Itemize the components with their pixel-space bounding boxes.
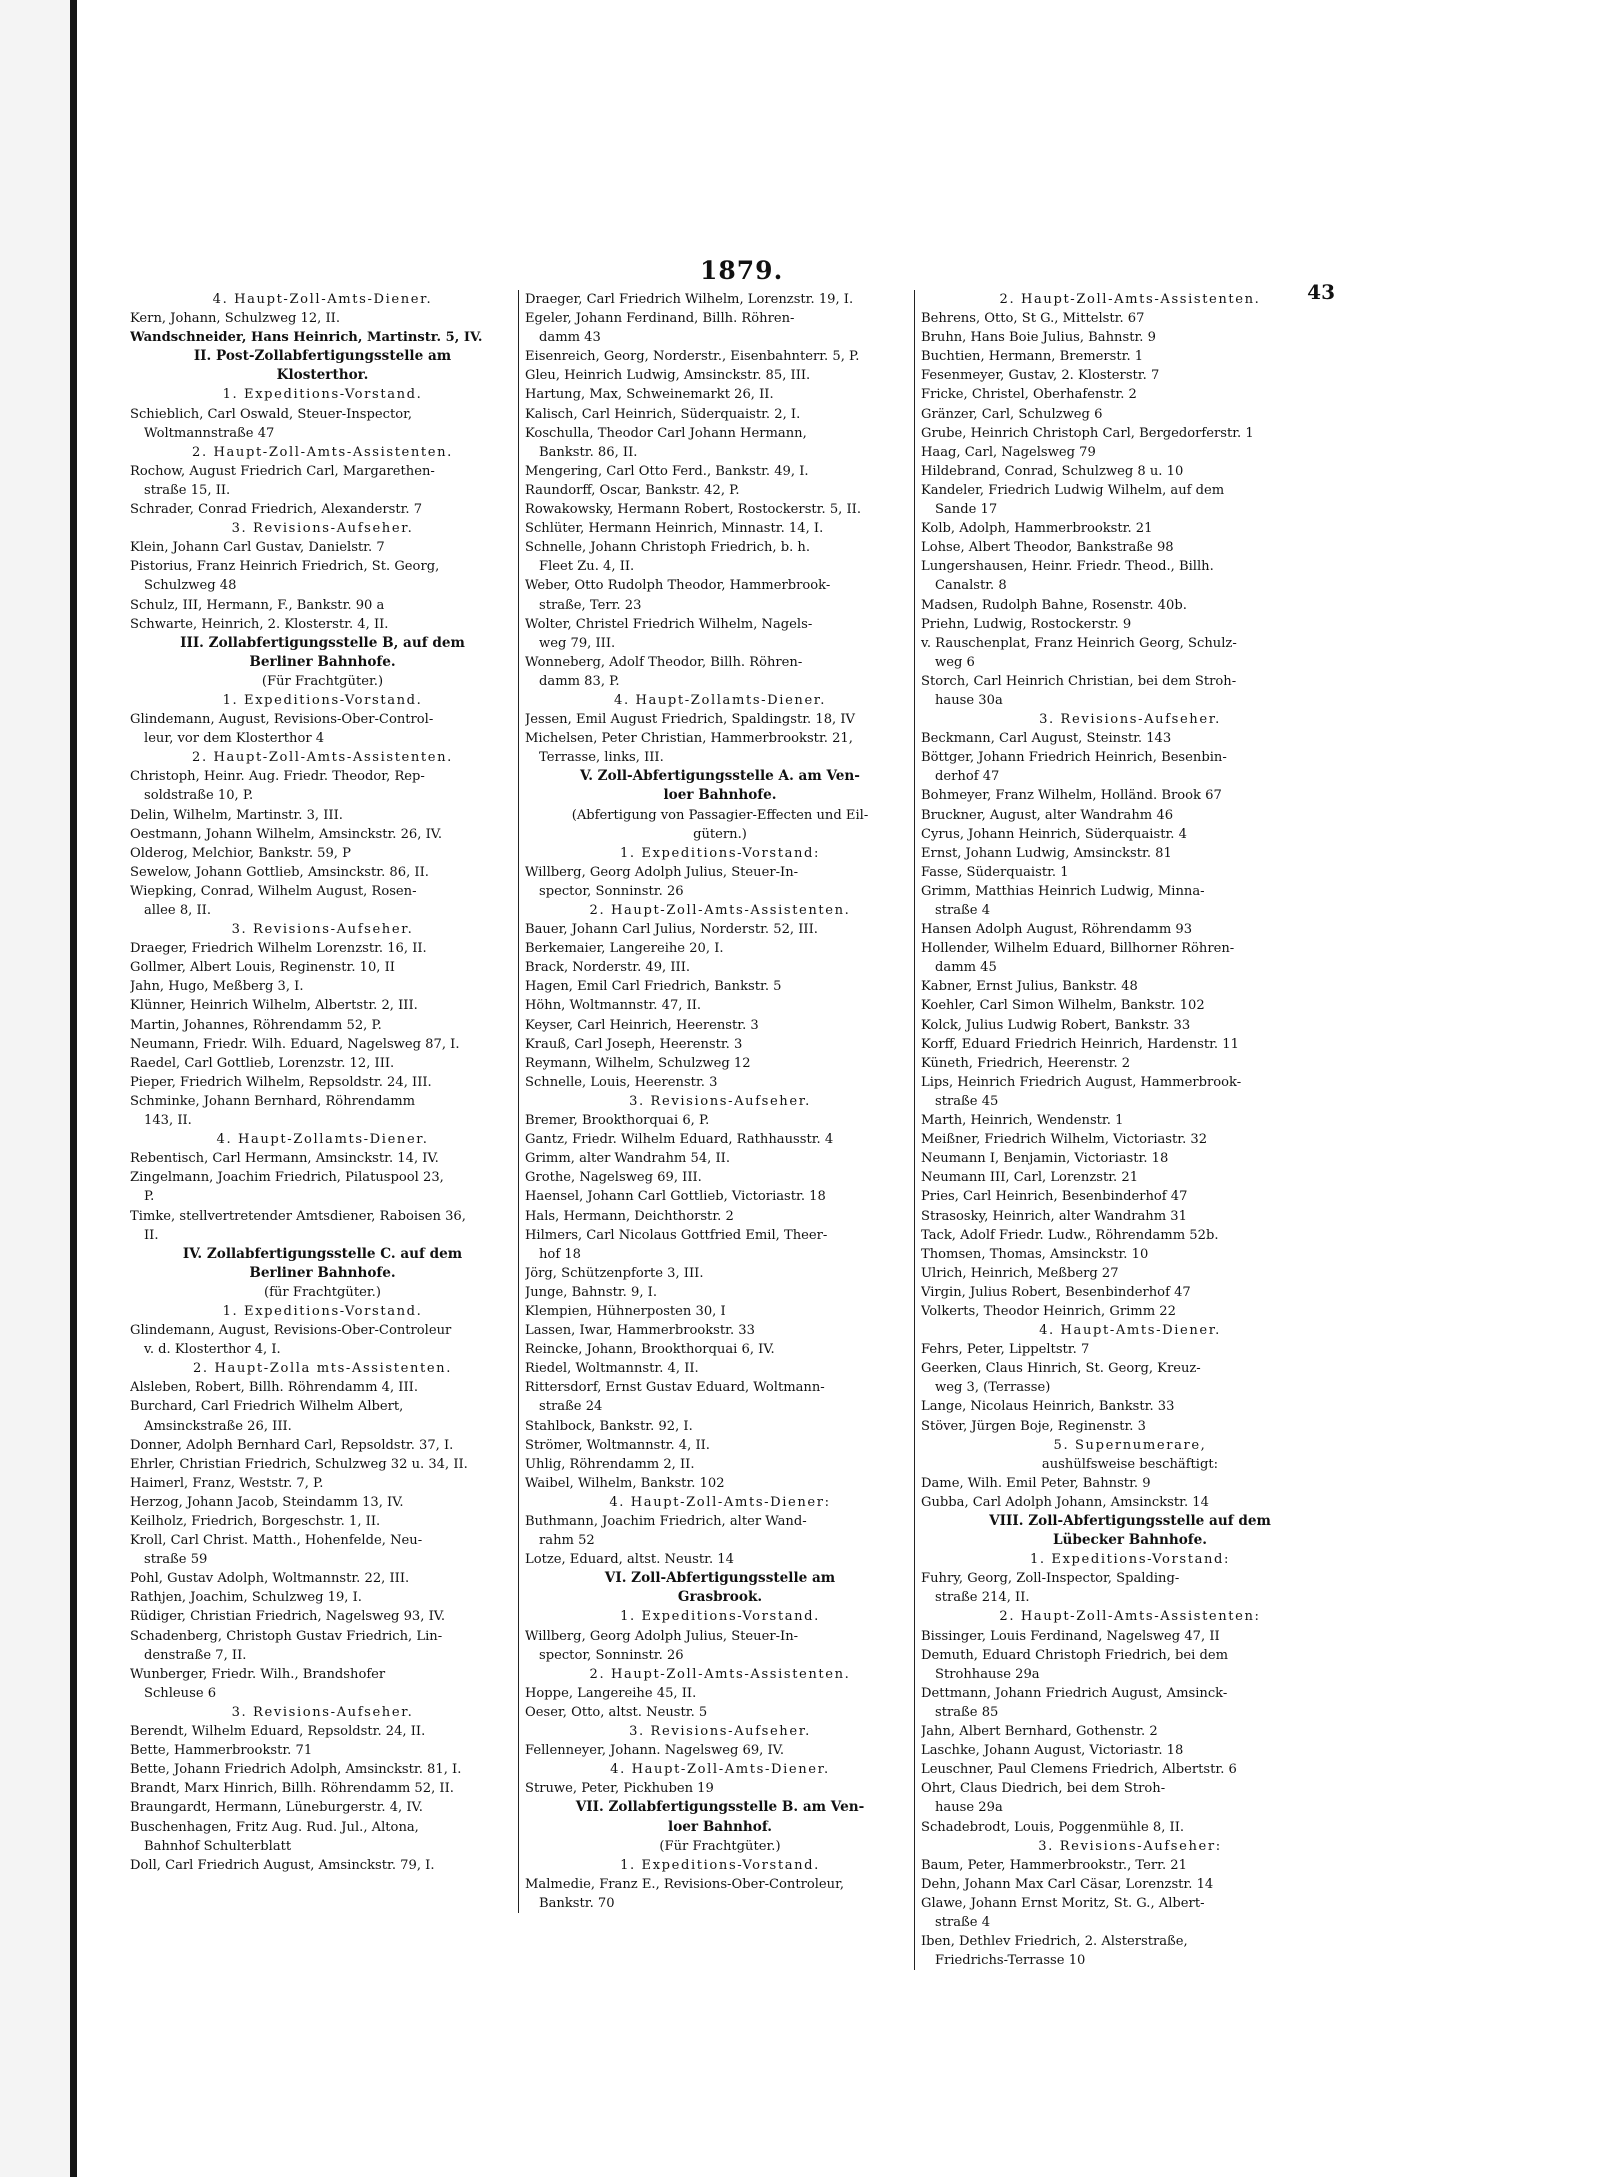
- entry-continuation: denstraße 7, II.: [144, 1647, 247, 1663]
- entry-line: Marth, Heinrich, Wendenstr. 1: [921, 1113, 1124, 1129]
- entry-line: Jahn, Hugo, Meßberg 3, I.: [130, 979, 304, 995]
- entry-line: Olderog, Melchior, Bankstr. 59, P: [130, 845, 351, 861]
- page-year: 1879.: [700, 256, 784, 285]
- entry-line: Michelsen, Peter Christian, Hammerbrookstr. 21,: [525, 731, 853, 747]
- entry-line: Grimm, alter Wandrahm 54, II.: [525, 1151, 730, 1167]
- entry-line: Bremer, Brookthorquai 6, P.: [525, 1113, 710, 1129]
- entry-continuation: II.: [144, 1227, 159, 1243]
- entry-line: Dettmann, Johann Friedrich August, Amsinck-: [921, 1685, 1228, 1701]
- entry-line: Hals, Hermann, Deichthorstr. 2: [525, 1208, 734, 1224]
- entry-continuation: straße 85: [935, 1704, 999, 1720]
- subsection-heading: 4. Haupt-Zoll-Amts-Diener.: [212, 292, 433, 307]
- entry-line: Bohmeyer, Franz Wilhelm, Holländ. Brook 67: [921, 788, 1222, 804]
- entry-line: Hollender, Wilhelm Eduard, Billhorner Röhren-: [921, 941, 1235, 957]
- entry-line: Neumann I, Benjamin, Victoriastr. 18: [921, 1151, 1169, 1167]
- entry-line: Hartung, Max, Schweinemarkt 26, II.: [525, 387, 774, 403]
- entry-line: Malmedie, Franz E., Revisions-Ober-Controleur,: [525, 1876, 845, 1892]
- entry-line: Böttger, Johann Friedrich Heinrich, Besenbin-: [921, 750, 1227, 766]
- entry-continuation: straße, Terr. 23: [539, 597, 642, 613]
- entry-line: Klein, Johann Carl Gustav, Danielstr. 7: [130, 540, 385, 556]
- entry-line: Fricke, Christel, Oberhafenstr. 2: [921, 387, 1137, 403]
- entry-line: Iben, Dethlev Friedrich, 2. Alsterstraße,: [921, 1934, 1188, 1950]
- entry-line: Neumann III, Carl, Lorenzstr. 21: [921, 1170, 1139, 1186]
- entry-continuation: straße 214, II.: [935, 1590, 1030, 1606]
- entry-line: Glawe, Johann Ernst Moritz, St. G., Albert-: [921, 1895, 1205, 1911]
- entry-line: Bruckner, August, alter Wandrahm 46: [921, 807, 1174, 823]
- entry-line: Haensel, Johann Carl Gottlieb, Victoriastr. 18: [525, 1189, 826, 1205]
- entry-line: Grube, Heinrich Christoph Carl, Bergedorferstr. 1: [921, 425, 1254, 441]
- section-heading: Berliner Bahnhofe.: [249, 1264, 396, 1281]
- entry-line: Keilholz, Friedrich, Borgeschstr. 1, II.: [130, 1514, 381, 1529]
- entry-line: Leuschner, Paul Clemens Friedrich, Albertstr. 6: [921, 1762, 1237, 1778]
- entry-line: Sewelow, Johann Gottlieb, Amsinckstr. 86, II.: [130, 864, 429, 880]
- entry-line: Gantz, Friedr. Wilhelm Eduard, Rathhausstr. 4: [525, 1132, 834, 1148]
- entry-line: Oestmann, Johann Wilhelm, Amsinckstr. 26, IV.: [130, 826, 443, 842]
- entry-continuation: P.: [144, 1189, 155, 1205]
- entry-line: Egeler, Johann Ferdinand, Billh. Röhren-: [525, 311, 795, 327]
- section-heading: VI. Zoll-Abfertigungsstelle am: [604, 1570, 836, 1587]
- entry-line: Lange, Nicolaus Heinrich, Bankstr. 33: [921, 1399, 1175, 1415]
- entry-line: Zingelmann, Joachim Friedrich, Pilatuspool 23,: [130, 1170, 444, 1186]
- entry-continuation: Schulzweg 48: [144, 578, 237, 594]
- entry-line: Pries, Carl Heinrich, Besenbinderhof 47: [921, 1189, 1188, 1205]
- entry-line: Lohse, Albert Theodor, Bankstraße 98: [921, 540, 1174, 556]
- entry-continuation: rahm 52: [539, 1533, 595, 1549]
- subsection-heading: 1. Expeditions-Vorstand.: [620, 1609, 820, 1625]
- subsection-heading: 1. Expeditions-Vorstand:: [1029, 1552, 1231, 1568]
- column-left: [130, 290, 515, 1875]
- subsection-heading: 5. Supernumerare,: [1053, 1437, 1207, 1453]
- entry-line: Junge, Bahnstr. 9, I.: [525, 1284, 657, 1300]
- entry-line: Willberg, Georg Adolph Julius, Steuer-In-: [525, 864, 799, 880]
- entry-continuation: hof 18: [539, 1246, 581, 1262]
- entry-line: Pieper, Friedrich Wilhelm, Repsoldstr. 24, III.: [130, 1074, 432, 1090]
- entry-line: Gollmer, Albert Louis, Reginenstr. 10, II: [130, 960, 395, 976]
- entry-line: Brandt, Marx Hinrich, Billh. Röhrendamm 52, II.: [130, 1781, 454, 1797]
- entry-line: Madsen, Rudolph Bahne, Rosenstr. 40b.: [921, 597, 1187, 613]
- entry-line: Strasosky, Heinrich, alter Wandrahm 31: [921, 1208, 1187, 1224]
- directory-page: [110, 250, 1335, 2040]
- entry-line: Rowakowsky, Hermann Robert, Rostockerstr. 5, II.: [525, 502, 861, 518]
- entry-line: Fuhry, Georg, Zoll-Inspector, Spalding-: [921, 1571, 1180, 1587]
- entry-line: aushülfsweise beschäftigt:: [1041, 1456, 1219, 1472]
- subsection-heading: 2. Haupt-Zoll-Amts-Assistenten.: [589, 1666, 851, 1682]
- subsection-heading: 4. Haupt-Zollamts-Diener.: [216, 1132, 429, 1148]
- entry-line: Kolck, Julius Ludwig Robert, Bankstr. 33: [921, 1017, 1191, 1033]
- entry-line: Hilmers, Carl Nicolaus Gottfried Emil, Theer-: [525, 1227, 828, 1243]
- subsection-heading: 3. Revisions-Aufseher.: [231, 922, 414, 938]
- entry-line: Volkerts, Theodor Heinrich, Grimm 22: [921, 1303, 1176, 1319]
- entry-line: v. Rauschenplat, Franz Heinrich Georg, Schulz-: [921, 635, 1237, 651]
- column-right: [914, 290, 1339, 1970]
- entry-line: Weber, Otto Rudolph Theodor, Hammerbrook-: [525, 578, 831, 594]
- entry-continuation: straße 45: [935, 1093, 999, 1109]
- entry-line: gütern.): [693, 826, 747, 842]
- entry-line: Wolter, Christel Friedrich Wilhelm, Nagels-: [525, 616, 813, 632]
- subsection-heading: 1. Expeditions-Vorstand:: [619, 845, 821, 861]
- entry-continuation: straße 59: [144, 1552, 208, 1568]
- entry-line: Beckmann, Carl August, Steinstr. 143: [921, 731, 1172, 747]
- subsection-heading: 3. Revisions-Aufseher.: [1039, 712, 1221, 728]
- entry-line: Riedel, Woltmannstr. 4, II.: [525, 1361, 699, 1377]
- subsection-heading: 4. Haupt-Zoll-Amts-Diener.: [610, 1762, 830, 1778]
- entry-continuation: Bahnhof Schulterblatt: [144, 1838, 292, 1854]
- entry-line: Struwe, Peter, Pickhuben 19: [525, 1781, 714, 1797]
- entry-line: Keyser, Carl Heinrich, Heerenstr. 3: [525, 1017, 759, 1033]
- entry-line: Stöver, Jürgen Boje, Reginenstr. 3: [921, 1418, 1146, 1434]
- entry-line: Bette, Hammerbrookstr. 71: [130, 1743, 313, 1759]
- entry-line: Jörg, Schützenpforte 3, III.: [525, 1265, 704, 1281]
- entry-line: Schadebrodt, Louis, Poggenmühle 8, II.: [921, 1819, 1185, 1835]
- entry-line: Reymann, Wilhelm, Schulzweg 12: [525, 1055, 751, 1071]
- entry-line: Grothe, Nagelsweg 69, III.: [525, 1170, 702, 1186]
- entry-line: Ernst, Johann Ludwig, Amsinckstr. 81: [921, 845, 1172, 861]
- entry-line: Ehrler, Christian Friedrich, Schulzweg 32 u. 34, II.: [130, 1456, 468, 1472]
- subsection-heading: 3. Revisions-Aufseher.: [231, 521, 414, 537]
- entry-continuation: Fleet Zu. 4, II.: [539, 559, 635, 575]
- entry-line: Laschke, Johann August, Victoriastr. 18: [921, 1743, 1184, 1759]
- subsection-heading: 4. Haupt-Amts-Diener.: [1039, 1323, 1221, 1339]
- entry-line: Eisenreich, Georg, Norderstr., Eisenbahnterr. 5, P.: [525, 349, 860, 365]
- entry-line: Mengering, Carl Otto Ferd., Bankstr. 49, I.: [525, 463, 809, 479]
- entry-line: Schulz, III, Hermann, F., Bankstr. 90 a: [130, 597, 385, 613]
- entry-line: Glindemann, August, Revisions-Ober-Controleur: [130, 1323, 452, 1339]
- entry-line: Schwarte, Heinrich, 2. Klosterstr. 4, II.: [130, 616, 389, 632]
- entry-line: Neumann, Friedr. Wilh. Eduard, Nagelsweg 87, I.: [130, 1036, 460, 1052]
- entry-line: Raedel, Carl Gottlieb, Lorenzstr. 12, III.: [130, 1055, 395, 1071]
- entry-line: Brack, Norderstr. 49, III.: [525, 960, 691, 976]
- subsection-heading: 2. Haupt-Zoll-Amts-Assistenten.: [589, 903, 851, 918]
- section-heading: Klosterthor.: [276, 367, 369, 384]
- subsection-heading: 3. Revisions-Aufseher.: [231, 1704, 414, 1720]
- entry-line: Reincke, Johann, Brookthorquai 6, IV.: [525, 1342, 775, 1358]
- entry-line: Hansen Adolph August, Röhrendamm 93: [921, 922, 1193, 938]
- entry-line: Thomsen, Thomas, Amsinckstr. 10: [921, 1246, 1149, 1262]
- entry-line: Oeser, Otto, altst. Neustr. 5: [525, 1704, 708, 1720]
- entry-line: Fesenmeyer, Gustav, 2. Klosterstr. 7: [921, 368, 1160, 384]
- entry-line: Schieblich, Carl Oswald, Steuer-Inspector,: [130, 406, 413, 422]
- entry-line: Tack, Adolf Friedr. Ludw., Röhrendamm 52b.: [921, 1227, 1219, 1243]
- entry-line: Virgin, Julius Robert, Besenbinderhof 47: [921, 1284, 1191, 1300]
- entry-continuation: Sande 17: [935, 502, 998, 518]
- entry-line: Klünner, Heinrich Wilhelm, Albertstr. 2, III.: [130, 998, 418, 1014]
- entry-line: Schnelle, Louis, Heerenstr. 3: [525, 1074, 718, 1090]
- entry-continuation: Bankstr. 86, II.: [539, 444, 638, 460]
- section-heading: Grasbrook.: [677, 1589, 763, 1606]
- entry-line: Hagen, Emil Carl Friedrich, Bankstr. 5: [525, 979, 782, 995]
- entry-continuation: Strohhause 29a: [935, 1666, 1040, 1682]
- entry-line: Stahlbock, Bankstr. 92, I.: [525, 1418, 693, 1434]
- entry-continuation: Woltmannstraße 47: [144, 425, 275, 441]
- entry-line: Höhn, Woltmannstr. 47, II.: [525, 998, 702, 1014]
- entry-line: Schrader, Conrad Friedrich, Alexanderstr. 7: [130, 502, 423, 518]
- entry-line: Wunberger, Friedr. Wilh., Brandshofer: [130, 1666, 386, 1682]
- entry-line: Baum, Peter, Hammerbrookstr., Terr. 21: [921, 1857, 1187, 1873]
- entry-line: Fehrs, Peter, Lippeltstr. 7: [921, 1342, 1090, 1358]
- entry-line: Braungardt, Hermann, Lüneburgerstr. 4, IV.: [130, 1800, 423, 1816]
- entry-line: Buchtien, Hermann, Bremerstr. 1: [921, 349, 1144, 365]
- section-heading: loer Bahnhof.: [668, 1818, 772, 1835]
- entry-line: Wonneberg, Adolf Theodor, Billh. Röhren-: [525, 654, 803, 670]
- entry-line: Wandschneider, Hans Heinrich, Martinstr. 5, IV.: [130, 330, 483, 346]
- entry-continuation: Friedrichs-Terrasse 10: [935, 1953, 1086, 1969]
- entry-line: Kolb, Adolph, Hammerbrookstr. 21: [921, 521, 1153, 537]
- entry-continuation: weg 79, III.: [539, 635, 616, 651]
- entry-line: (für Frachtgüter.): [264, 1284, 381, 1300]
- entry-line: Gleu, Heinrich Ludwig, Amsinckstr. 85, III.: [525, 368, 811, 384]
- subsection-heading: 4. Haupt-Zoll-Amts-Diener:: [609, 1494, 831, 1510]
- entry-line: Doll, Carl Friedrich August, Amsinckstr. 79, I.: [130, 1857, 435, 1873]
- entry-line: Draeger, Friedrich Wilhelm Lorenzstr. 16, II.: [130, 941, 427, 957]
- entry-line: Wiepking, Conrad, Wilhelm August, Rosen-: [130, 883, 417, 899]
- entry-continuation: Schleuse 6: [144, 1685, 217, 1701]
- entry-line: Schlüter, Hermann Heinrich, Minnastr. 14, I.: [525, 521, 824, 537]
- section-heading: II. Post-Zollabfertigungsstelle am: [193, 348, 452, 365]
- entry-line: (Für Frachtgüter.): [659, 1838, 781, 1854]
- entry-continuation: weg 6: [935, 654, 975, 670]
- entry-continuation: straße 4: [935, 903, 991, 918]
- entry-line: Berkemaier, Langereihe 20, I.: [525, 941, 724, 957]
- entry-line: Rebentisch, Carl Hermann, Amsinckstr. 14, IV.: [130, 1151, 439, 1167]
- entry-line: Dehn, Johann Max Carl Cäsar, Lorenzstr. 14: [921, 1876, 1214, 1892]
- subsection-heading: 3. Revisions-Aufseher.: [629, 1093, 811, 1109]
- entry-line: Buschenhagen, Fritz Aug. Rud. Jul., Altona,: [130, 1819, 419, 1835]
- subsection-heading: 2. Haupt-Zoll-Amts-Assistenten.: [999, 292, 1261, 307]
- entry-line: Gubba, Carl Adolph Johann, Amsinckstr. 14: [921, 1494, 1209, 1510]
- entry-continuation: damm 83, P.: [539, 673, 620, 689]
- section-heading: III. Zollabfertigungsstelle B, auf dem: [180, 634, 465, 651]
- entry-continuation: v. d. Klosterthor 4, I.: [144, 1342, 281, 1358]
- entry-line: Kandeler, Friedrich Ludwig Wilhelm, auf dem: [921, 482, 1225, 498]
- entry-continuation: hause 30a: [935, 692, 1003, 708]
- entry-line: Schnelle, Johann Christoph Friedrich, b. h.: [525, 540, 811, 556]
- entry-line: Glindemann, August, Revisions-Ober-Control-: [130, 712, 434, 728]
- entry-line: Gränzer, Carl, Schulzweg 6: [921, 406, 1103, 422]
- subsection-heading: 4. Haupt-Zollamts-Diener.: [614, 692, 826, 708]
- subsection-heading: 1. Expeditions-Vorstand.: [222, 692, 423, 708]
- entry-line: Herzog, Johann Jacob, Steindamm 13, IV.: [130, 1494, 404, 1510]
- subsection-heading: 1. Expeditions-Vorstand.: [222, 1303, 423, 1319]
- entry-continuation: 143, II.: [144, 1113, 192, 1129]
- entry-line: Schminke, Johann Bernhard, Röhrendamm: [130, 1093, 416, 1109]
- entry-line: (Für Frachtgüter.): [261, 673, 384, 689]
- entry-line: Behrens, Otto, St G., Mittelstr. 67: [921, 311, 1145, 327]
- subsection-heading: 3. Revisions-Aufseher:: [1038, 1838, 1222, 1854]
- entry-line: Rüdiger, Christian Friedrich, Nagelsweg 93, IV.: [130, 1609, 446, 1625]
- entry-continuation: soldstraße 10, P.: [144, 788, 254, 804]
- entry-line: Fasse, Süderquaistr. 1: [921, 864, 1069, 880]
- entry-line: Uhlig, Röhrendamm 2, II.: [525, 1456, 695, 1472]
- entry-line: Draeger, Carl Friedrich Wilhelm, Lorenzstr. 19, I.: [525, 292, 854, 307]
- entry-line: Rathjen, Joachim, Schulzweg 19, I.: [130, 1590, 362, 1606]
- section-heading: loer Bahnhofe.: [663, 787, 777, 804]
- entry-line: Bette, Johann Friedrich Adolph, Amsinckstr. 81, I.: [130, 1762, 462, 1778]
- entry-continuation: straße 4: [935, 1914, 991, 1930]
- entry-continuation: straße 24: [539, 1399, 603, 1415]
- entry-continuation: Canalstr. 8: [935, 578, 1007, 594]
- entry-line: Hoppe, Langereihe 45, II.: [525, 1685, 697, 1701]
- entry-continuation: Amsinckstraße 26, III.: [144, 1418, 292, 1434]
- subsection-heading: 2. Haupt-Zoll-Amts-Assistenten.: [192, 444, 453, 460]
- entry-line: Ohrt, Claus Diedrich, bei dem Stroh-: [921, 1781, 1166, 1797]
- entry-line: Buthmann, Joachim Friedrich, alter Wand-: [525, 1514, 807, 1529]
- section-heading: VIII. Zoll-Abfertigungsstelle auf dem: [989, 1513, 1271, 1529]
- entry-continuation: derhof 47: [935, 769, 1000, 785]
- entry-line: Dame, Wilh. Emil Peter, Bahnstr. 9: [921, 1475, 1151, 1491]
- entry-line: Haimerl, Franz, Weststr. 7, P.: [130, 1475, 324, 1491]
- entry-line: Demuth, Eduard Christoph Friedrich, bei dem: [921, 1647, 1229, 1663]
- entry-line: Martin, Johannes, Röhrendamm 52, P.: [130, 1017, 382, 1033]
- entry-line: Bruhn, Hans Boie Julius, Bahnstr. 9: [921, 330, 1156, 346]
- entry-line: Lungershausen, Heinr. Friedr. Theod., Billh.: [921, 559, 1214, 575]
- subsection-heading: 1. Expeditions-Vorstand.: [620, 1857, 820, 1873]
- entry-continuation: leur, vor dem Klosterthor 4: [144, 731, 325, 747]
- entry-line: Cyrus, Johann Heinrich, Süderquaistr. 4: [921, 826, 1187, 842]
- entry-line: Alsleben, Robert, Billh. Röhrendamm 4, III.: [130, 1380, 418, 1396]
- entry-line: Ulrich, Heinrich, Meßberg 27: [921, 1265, 1119, 1281]
- entry-continuation: Bankstr. 70: [539, 1895, 615, 1911]
- entry-line: Pistorius, Franz Heinrich Friedrich, St. Georg,: [130, 559, 440, 575]
- entry-line: Geerken, Claus Hinrich, St. Georg, Kreuz-: [921, 1361, 1201, 1377]
- entry-line: Bauer, Johann Carl Julius, Norderstr. 52, III.: [525, 922, 818, 938]
- subsection-heading: 2. Haupt-Zoll-Amts-Assistenten.: [192, 750, 453, 766]
- scan-margin: [0, 0, 70, 2177]
- page-number: 43: [1307, 280, 1335, 304]
- entry-line: Kroll, Carl Christ. Matth., Hohenfelde, Neu-: [130, 1533, 423, 1549]
- entry-line: Krauß, Carl Joseph, Heerenstr. 3: [525, 1036, 743, 1052]
- entry-line: Jessen, Emil August Friedrich, Spaldingstr. 18, IV: [525, 712, 855, 728]
- entry-line: Kalisch, Carl Heinrich, Süderquaistr. 2, I.: [525, 406, 801, 422]
- section-heading: VII. Zollabfertigungsstelle B. am Ven-: [575, 1799, 865, 1816]
- subsection-heading: 1. Expeditions-Vorstand.: [222, 387, 423, 403]
- section-heading: Lübecker Bahnhofe.: [1052, 1532, 1208, 1549]
- entry-line: Willberg, Georg Adolph Julius, Steuer-In-: [525, 1628, 799, 1644]
- section-heading: V. Zoll-Abfertigungsstelle A. am Ven-: [580, 768, 860, 785]
- entry-line: Fellenneyer, Johann. Nagelsweg 69, IV.: [525, 1743, 784, 1759]
- entry-line: Berendt, Wilhelm Eduard, Repsoldstr. 24, II.: [130, 1724, 426, 1740]
- entry-line: Delin, Wilhelm, Martinstr. 3, III.: [130, 807, 343, 823]
- section-heading: Berliner Bahnhofe.: [249, 653, 396, 670]
- entry-line: Schadenberg, Christoph Gustav Friedrich, Lin-: [130, 1628, 443, 1644]
- entry-line: Jahn, Albert Bernhard, Gothenstr. 2: [921, 1724, 1158, 1740]
- entry-line: Christoph, Heinr. Aug. Friedr. Theodor, Rep-: [130, 769, 425, 785]
- entry-continuation: damm 45: [935, 960, 997, 976]
- entry-line: Küneth, Friedrich, Heerenstr. 2: [921, 1055, 1131, 1071]
- entry-line: Donner, Adolph Bernhard Carl, Repsoldstr. 37, I.: [130, 1437, 454, 1453]
- entry-line: Storch, Carl Heinrich Christian, bei dem Stroh-: [921, 673, 1237, 689]
- subsection-heading: 2. Haupt-Zoll-Amts-Assistenten:: [999, 1609, 1261, 1625]
- entry-line: Meißner, Friedrich Wilhelm, Victoriastr. 32: [921, 1132, 1208, 1148]
- entry-line: Waibel, Wilhelm, Bankstr. 102: [525, 1475, 725, 1491]
- entry-line: Klempien, Hühnerposten 30, I: [525, 1303, 726, 1319]
- entry-line: Raundorff, Oscar, Bankstr. 42, P.: [525, 482, 740, 498]
- entry-continuation: weg 3, (Terrasse): [935, 1380, 1051, 1396]
- section-heading: IV. Zollabfertigungsstelle C. auf dem: [182, 1245, 463, 1262]
- entry-line: Burchard, Carl Friedrich Wilhelm Albert,: [130, 1399, 404, 1415]
- entry-line: (Abfertigung von Passagier-Effecten und Eil-: [571, 807, 869, 823]
- page-binding-edge: [70, 0, 77, 2177]
- entry-continuation: spector, Sonninstr. 26: [539, 1647, 684, 1663]
- entry-continuation: straße 15, II.: [144, 482, 231, 498]
- entry-line: Hildebrand, Conrad, Schulzweg 8 u. 10: [921, 463, 1184, 479]
- entry-line: Korff, Eduard Friedrich Heinrich, Hardenstr. 11: [921, 1036, 1239, 1052]
- entry-line: Timke, stellvertretender Amtsdiener, Raboisen 36,: [130, 1208, 466, 1224]
- entry-line: Grimm, Matthias Heinrich Ludwig, Minna-: [921, 883, 1205, 899]
- entry-line: Haag, Carl, Nagelsweg 79: [921, 444, 1096, 460]
- subsection-heading: 2. Haupt-Zolla mts-Assistenten.: [193, 1361, 452, 1377]
- entry-line: Lotze, Eduard, altst. Neustr. 14: [525, 1552, 734, 1568]
- entry-line: Kabner, Ernst Julius, Bankstr. 48: [921, 979, 1138, 995]
- entry-line: Lips, Heinrich Friedrich August, Hammerbrook-: [921, 1074, 1242, 1090]
- column-middle: [518, 290, 915, 1913]
- entry-line: Koehler, Carl Simon Wilhelm, Bankstr. 102: [921, 998, 1205, 1014]
- entry-continuation: hause 29a: [935, 1800, 1003, 1816]
- entry-line: Lassen, Iwar, Hammerbrookstr. 33: [525, 1323, 755, 1339]
- entry-continuation: allee 8, II.: [144, 903, 212, 918]
- entry-continuation: Terrasse, links, III.: [539, 750, 664, 766]
- entry-line: Rittersdorf, Ernst Gustav Eduard, Woltmann-: [525, 1380, 825, 1396]
- entry-line: Priehn, Ludwig, Rostockerstr. 9: [921, 616, 1132, 632]
- entry-continuation: spector, Sonninstr. 26: [539, 883, 684, 899]
- entry-line: Bissinger, Louis Ferdinand, Nagelsweg 47, II: [921, 1628, 1220, 1644]
- subsection-heading: 3. Revisions-Aufseher.: [629, 1724, 811, 1740]
- entry-line: Kern, Johann, Schulzweg 12, II.: [130, 311, 341, 327]
- entry-line: Strömer, Woltmannstr. 4, II.: [525, 1437, 710, 1453]
- entry-line: Koschulla, Theodor Carl Johann Hermann,: [525, 425, 807, 441]
- entry-continuation: damm 43: [539, 330, 601, 346]
- entry-line: Pohl, Gustav Adolph, Woltmannstr. 22, III.: [130, 1571, 410, 1587]
- entry-line: Rochow, August Friedrich Carl, Margarethen-: [130, 463, 435, 479]
